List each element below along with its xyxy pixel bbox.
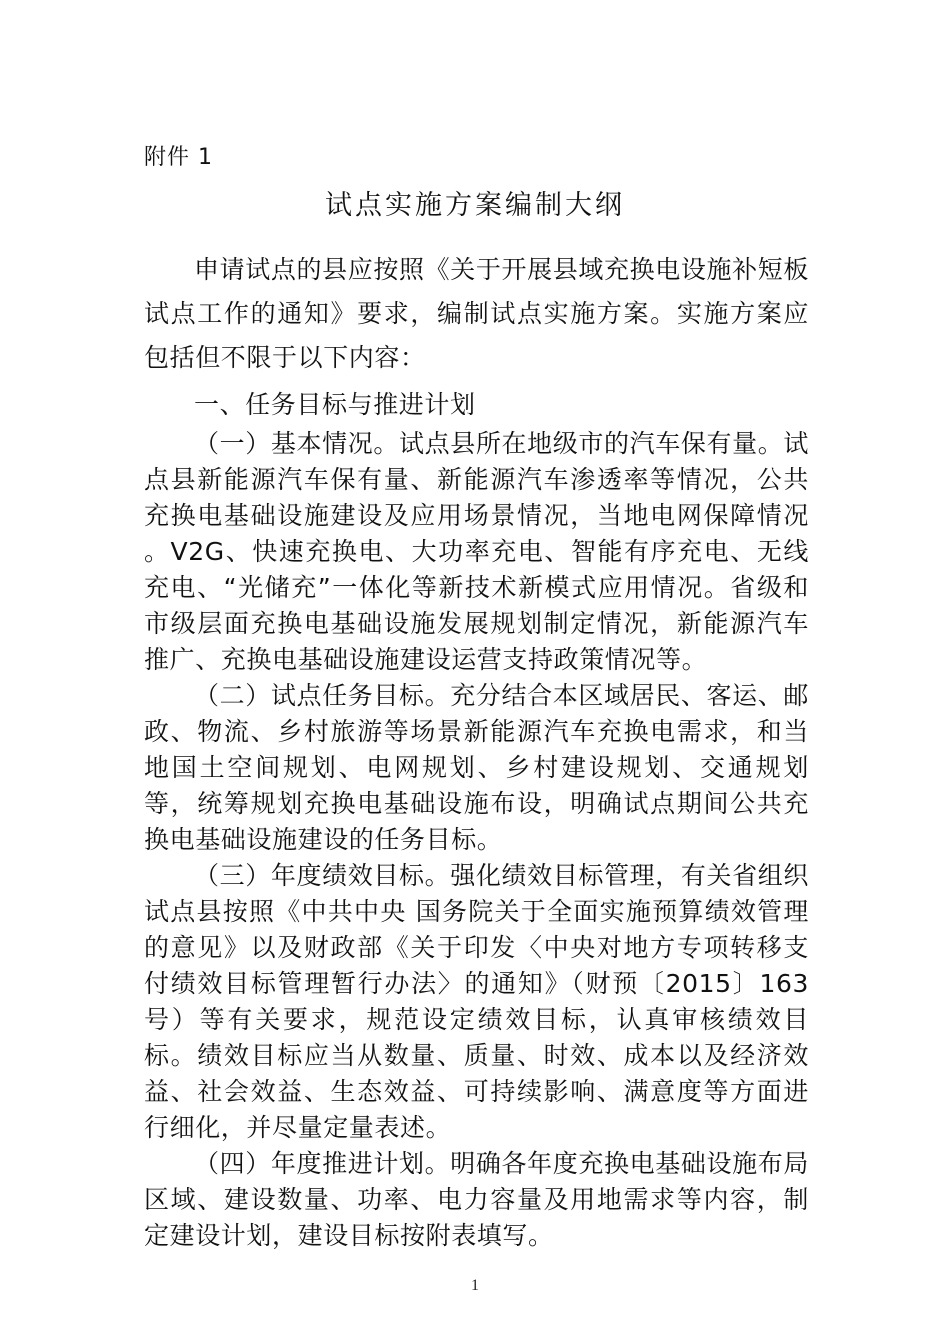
paragraph-annual-plan: （四）年度推进计划。明确各年度充换电基础设施布局区域、建设数量、功率、电力容量及用地需求等内容，制定建设计划，建设目标按附表填写。	[144, 1149, 809, 1250]
document-title: 试点实施方案编制大纲	[325, 190, 625, 221]
section-heading-1: 一、任务目标与推进计划	[194, 390, 476, 419]
paragraph-annual-performance-goals: （三）年度绩效目标。强化绩效目标管理，有关省组织试点县按照《中共中央 国务院关于全面实施预算绩效管理的意见》以及财政部《关于印发〈中央对地方专项转移支付绩效目标管理暂行办法〉的通知》（财预〔2015〕163 号）等有关要求，规范设定绩效目标，认真审核绩效目标。绩效目标应当从数量、质量、时效、成本以及经济效益、社会效益、生态效益、可持续影响、满意度等方面进行细化，并尽量定量表述。	[144, 861, 809, 1142]
intro-paragraph: 申请试点的县应按照《关于开展县域充换电设施补短板试点工作的通知》要求，编制试点实施方案。实施方案应包括但不限于以下内容：	[144, 255, 809, 372]
page-number: 1	[471, 1277, 479, 1294]
attachment-label: 附件 1	[144, 145, 213, 170]
document-body	[144, 248, 809, 1254]
paragraph-basic-situation: （一）基本情况。试点县所在地级市的汽车保有量。试点县新能源汽车保有量、新能源汽车渗透率等情况，公共充换电基础设施建设及应用场景情况，当地电网保障情况 。V2G、快速充换电、大功率充电、智能有序充电、无线充电、“光储充”一体化等新技术新模式应用情况。省级和市级层面充换电基础设施发展规划制定情况，新能源汽车推广、充换电基础设施建设运营支持政策情况等。	[144, 429, 809, 674]
paragraph-pilot-task-goals: （二）试点任务目标。充分结合本区域居民、客运、邮政、物流、乡村旅游等场景新能源汽车充换电需求，和当地国土空间规划、电网规划、乡村建设规划、交通规划等，统筹规划充换电基础设施布设，明确试点期间公共充换电基础设施建设的任务目标。	[144, 681, 809, 854]
